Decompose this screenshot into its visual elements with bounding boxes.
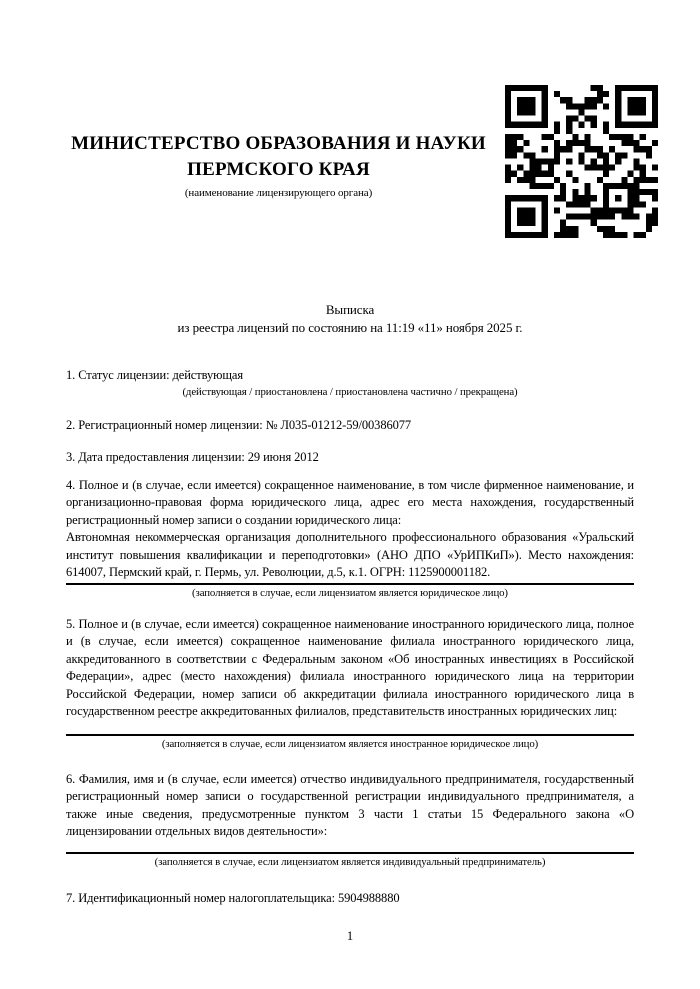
document-title-line2: из реестра лицензий по состоянию на 11:19 «11» ноября 2025 г. <box>177 320 523 335</box>
license-status-value: 1. Статус лицензии: действующая <box>66 368 243 382</box>
entrepreneur-label: 6. Фамилия, имя и (в случае, если имеется) отчество индивидуального предпринимателя, государственный регистрационный номер записи о государственной регистрации индивидуального предпринимателя, а также иные сведения, предусмотренные пунктом 3 части 1 статьи 15 Федерального закона «О лицензировании отдельных видов деятельности»: <box>66 771 634 838</box>
page-number: 1 <box>346 928 354 943</box>
licensing-authority-block <box>66 85 505 200</box>
ministry-name-line2: ПЕРМСКОГО КРАЯ <box>187 159 370 180</box>
field-taxpayer-number <box>66 890 634 908</box>
document-title <box>66 301 634 337</box>
field-legal-entity <box>66 477 634 600</box>
qr-code-icon <box>505 85 658 238</box>
document-header <box>66 85 658 238</box>
foreign-entity-fill-line <box>66 734 634 736</box>
license-status-caption: (действующая / приостановлена / приостановлена частично / прекращена) <box>182 385 518 398</box>
foreign-entity-caption: (заполняется в случае, если лицензиатом является иностранное юридическое лицо) <box>161 737 539 750</box>
legal-entity-label: 4. Полное и (в случае, если имеется) сокращенное наименование, в том числе фирменное наименование, и организационно-правовая форма юридического лица, адрес его места нахождения, государственный регистрационный номер записи о создании юридического лица: <box>66 477 634 527</box>
legal-entity-value: Автономная некоммерческая организация дополнительного профессионального образования «Уральский институт повышения квалификации и переподготовки» (АНО ДПО «УрИПКиП»). Место нахождения: 614007, Пермский край, г. Пермь, ул. Революции, д.5, к.1. ОГРН: 1125900001182. <box>66 530 634 579</box>
grant-date-value: 3. Дата предоставления лицензии: 29 июня 2012 <box>66 450 319 464</box>
legal-entity-fill-line <box>66 583 634 585</box>
field-entrepreneur <box>66 771 634 869</box>
licensing-authority-caption: (наименование лицензирующего органа) <box>184 187 373 199</box>
registration-number-value: 2. Регистрационный номер лицензии: № Л035-01212-59/00386077 <box>66 417 412 432</box>
entrepreneur-fill-line <box>66 852 634 854</box>
document-title-line1: Выписка <box>325 302 375 317</box>
ministry-name-line1: МИНИСТЕРСТВО ОБРАЗОВАНИЯ И НАУКИ <box>71 133 486 154</box>
foreign-entity-label: 5. Полное и (в случае, если имеется) сокращенное наименование иностранного юридического лица, полное и (в случае, если имеется) сокращенное наименование филиала иностранного юридического лица, аккредитованного в соответствии с Федеральным законом «Об иностранных инвестициях в Российской Федерации», адрес (место нахождения) филиала иностранного юридического лица на территории Российской Федерации, номер записи об аккредитации филиала иностранного юридического лица в государственном реестре аккредитованных филиалов, представительств иностранных юридических лиц: <box>66 616 634 718</box>
taxpayer-number-value: 7. Идентификационный номер налогоплательщика: 5904988880 <box>66 890 400 905</box>
field-foreign-entity <box>66 616 634 751</box>
legal-entity-caption: (заполняется в случае, если лицензиатом является юридическое лицо) <box>192 586 508 599</box>
field-grant-date <box>66 449 634 467</box>
field-registration-number <box>66 417 634 435</box>
entrepreneur-caption: (заполняется в случае, если лицензиатом является индивидуальный предприниматель) <box>154 855 546 868</box>
field-license-status <box>66 367 634 399</box>
